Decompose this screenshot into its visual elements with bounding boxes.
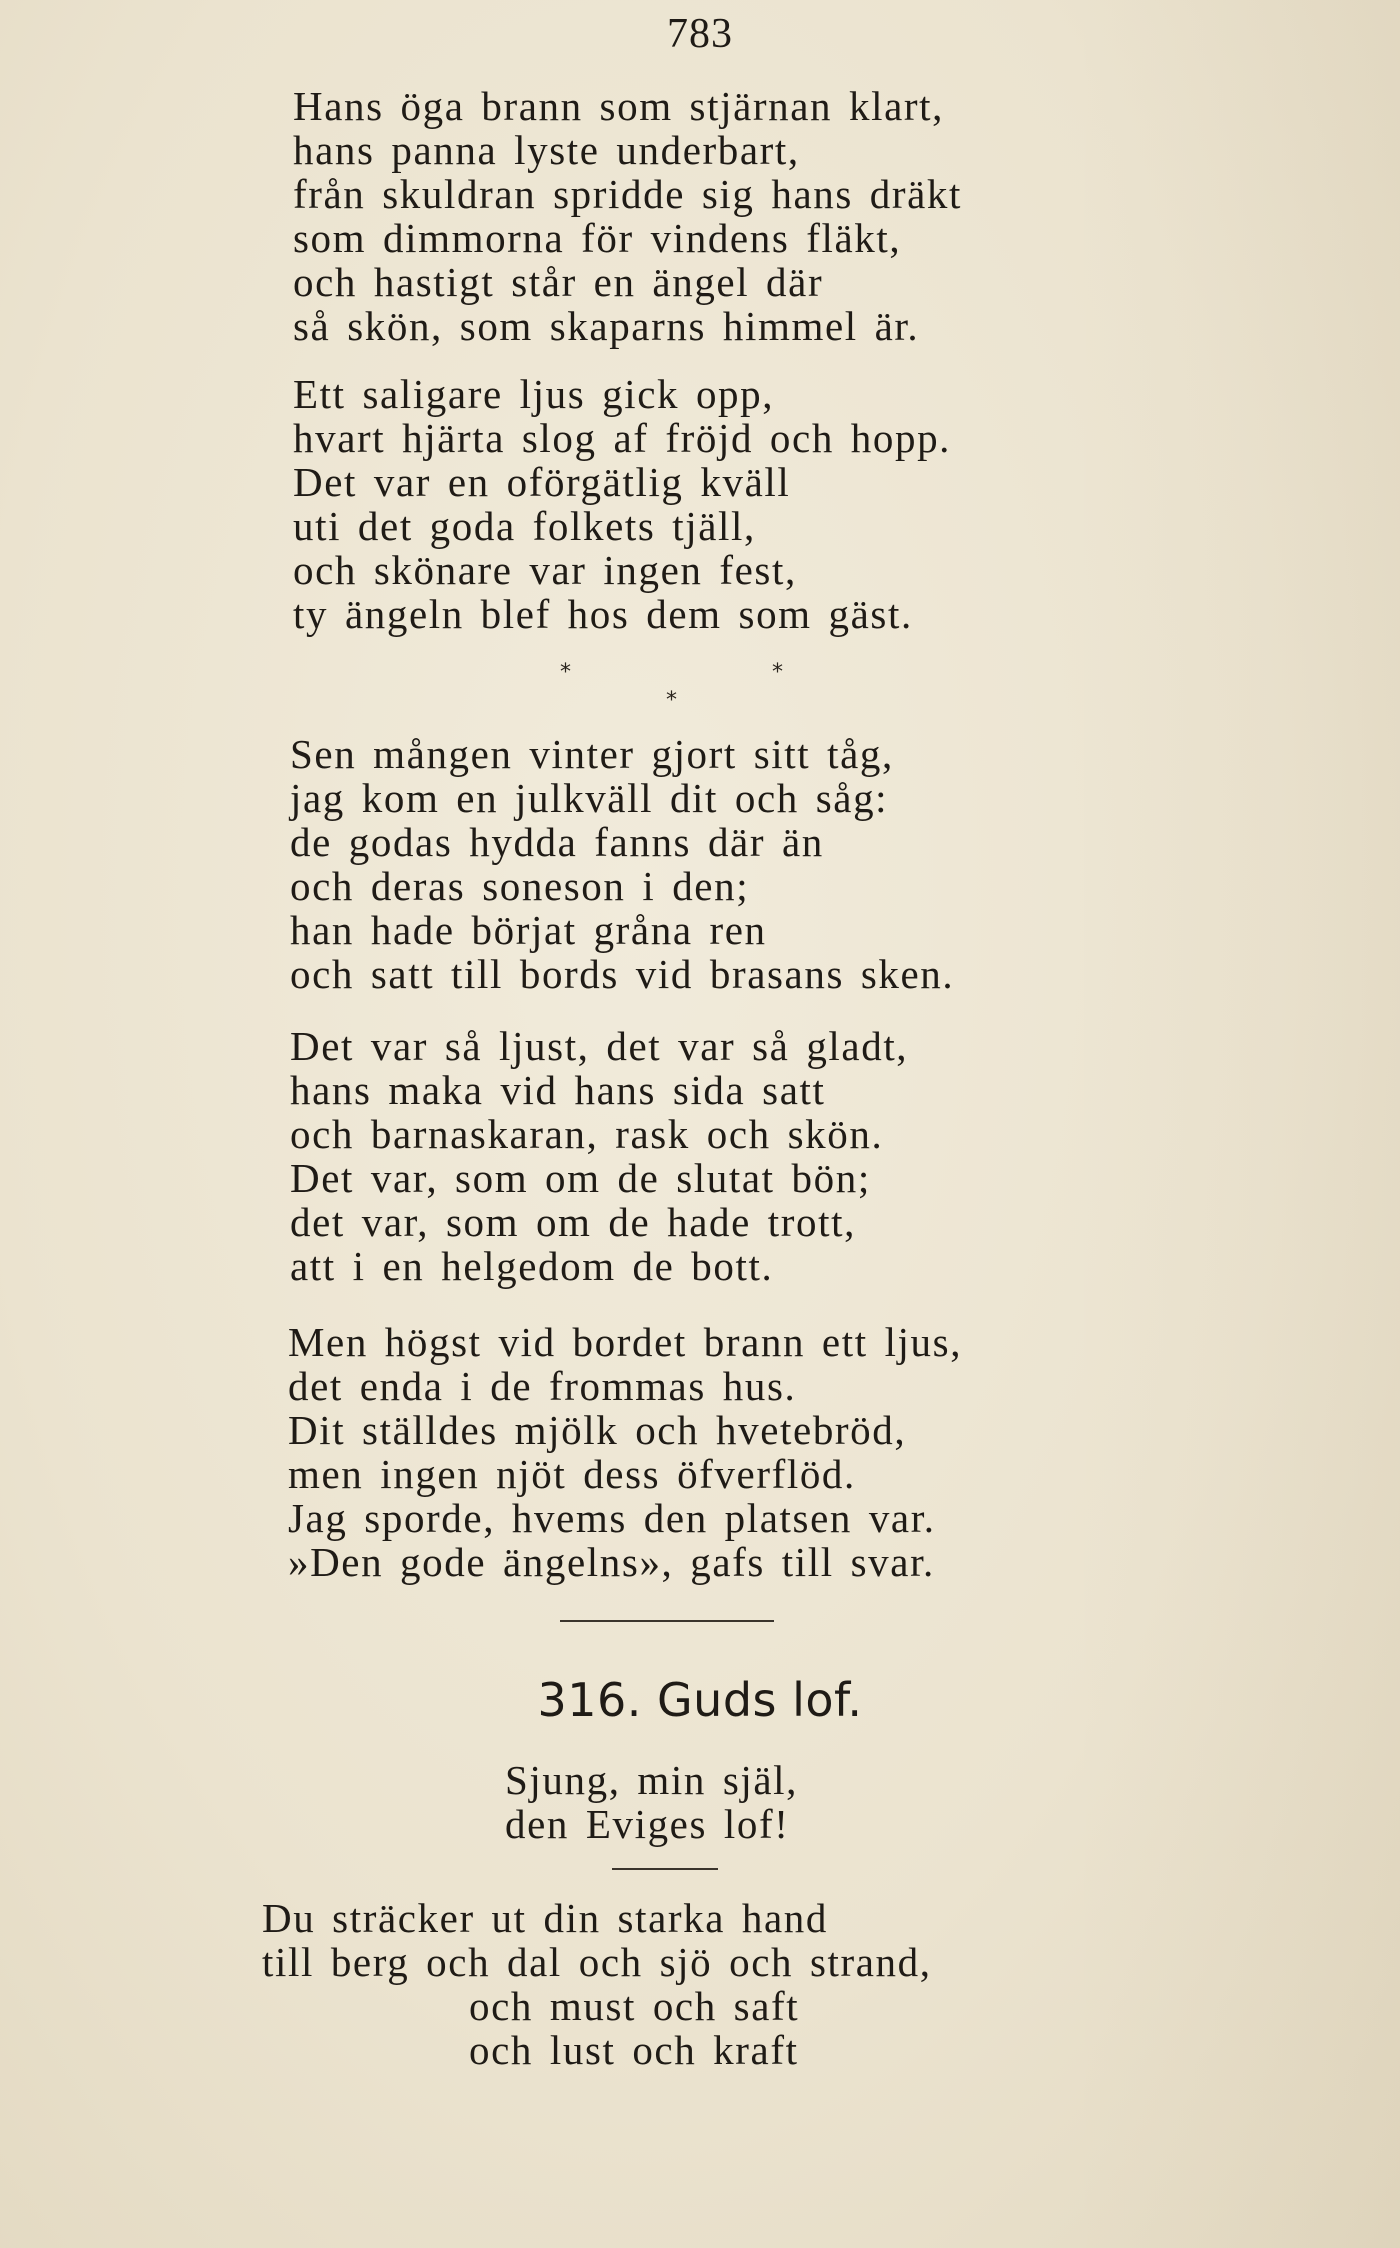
verse-line: så skön, som skaparns himmel är. xyxy=(293,303,920,349)
verse-line: det enda i de frommas hus. xyxy=(288,1363,797,1409)
verse-line: Det var, som om de slutat bön; xyxy=(290,1155,871,1201)
verse-line: det var, som om de hade trott, xyxy=(290,1199,856,1245)
verse-line: hans maka vid hans sida satt xyxy=(290,1067,826,1113)
hymn-number: 316. xyxy=(537,1673,642,1727)
verse-line: ty ängeln blef hos dem som gäst. xyxy=(293,591,913,637)
verse-line: Jag sporde, hvems den platsen var. xyxy=(288,1495,936,1541)
verse-line: och satt till bords vid brasans sken. xyxy=(290,951,955,997)
divider-rule xyxy=(560,1620,774,1622)
section-break-asterisk: * xyxy=(560,660,571,685)
hymn-refrain xyxy=(505,1758,798,1846)
verse-line: men ingen njöt dess öfverflöd. xyxy=(288,1451,856,1497)
verse-line: som dimmorna för vindens fläkt, xyxy=(293,215,902,261)
verse-line: Du sträcker ut din starka hand xyxy=(262,1895,828,1941)
verse-line: han hade börjat gråna ren xyxy=(290,907,767,953)
verse-line: hans panna lyste underbart, xyxy=(293,127,800,173)
verse-line: hvart hjärta slog af fröjd och hopp. xyxy=(293,415,952,461)
verse-line: och must och saft xyxy=(469,1983,800,2029)
verse-line: Det var en oförgätlig kväll xyxy=(293,459,791,505)
stanza-4 xyxy=(290,1024,908,1288)
section-break-asterisk: * xyxy=(772,660,783,685)
show-through-shading xyxy=(1070,0,1400,2248)
refrain-line: Sjung, min själ, xyxy=(505,1757,799,1803)
stanza-3 xyxy=(290,732,954,996)
verse-line: till berg och dal och sjö och strand, xyxy=(262,1939,932,1985)
verse-line: Det var så ljust, det var så gladt, xyxy=(290,1023,909,1069)
section-break-asterisk: * xyxy=(666,688,677,713)
verse-line: och deras soneson i den; xyxy=(290,863,750,909)
page-number: 783 xyxy=(667,11,733,57)
verse-line: och skönare var ingen fest, xyxy=(293,547,797,593)
verse-line: Men högst vid bordet brann ett ljus, xyxy=(288,1319,963,1365)
verse-line: »Den gode ängelns», gafs till svar. xyxy=(288,1539,935,1585)
stanza-1 xyxy=(293,84,962,348)
verse-line: Dit ställdes mjölk och hvetebröd, xyxy=(288,1407,907,1453)
verse-line: Ett saligare ljus gick opp, xyxy=(293,371,775,417)
stanza-5 xyxy=(288,1320,962,1584)
verse-line: från skuldran spridde sig hans dräkt xyxy=(293,171,962,217)
verse-line: och hastigt står en ängel där xyxy=(293,259,824,305)
divider-rule xyxy=(612,1868,718,1870)
hymn-stanza-1 xyxy=(262,1896,932,2072)
verse-line: Hans öga brann som stjärnan klart, xyxy=(293,83,944,129)
verse-line: och barnaskaran, rask och skön. xyxy=(290,1111,884,1157)
stanza-2 xyxy=(293,372,951,636)
verse-line: de godas hydda fanns där än xyxy=(290,819,824,865)
verse-line: Sen mången vinter gjort sitt tåg, xyxy=(290,731,894,777)
verse-line: uti det goda folkets tjäll, xyxy=(293,503,756,549)
verse-line: att i en helgedom de bott. xyxy=(290,1243,774,1289)
hymn-title: Guds lof. xyxy=(657,1673,863,1727)
verse-line: jag kom en julkväll dit och såg: xyxy=(290,775,889,821)
verse-line: och lust och kraft xyxy=(469,2027,799,2073)
refrain-line: den Eviges lof! xyxy=(505,1801,790,1847)
